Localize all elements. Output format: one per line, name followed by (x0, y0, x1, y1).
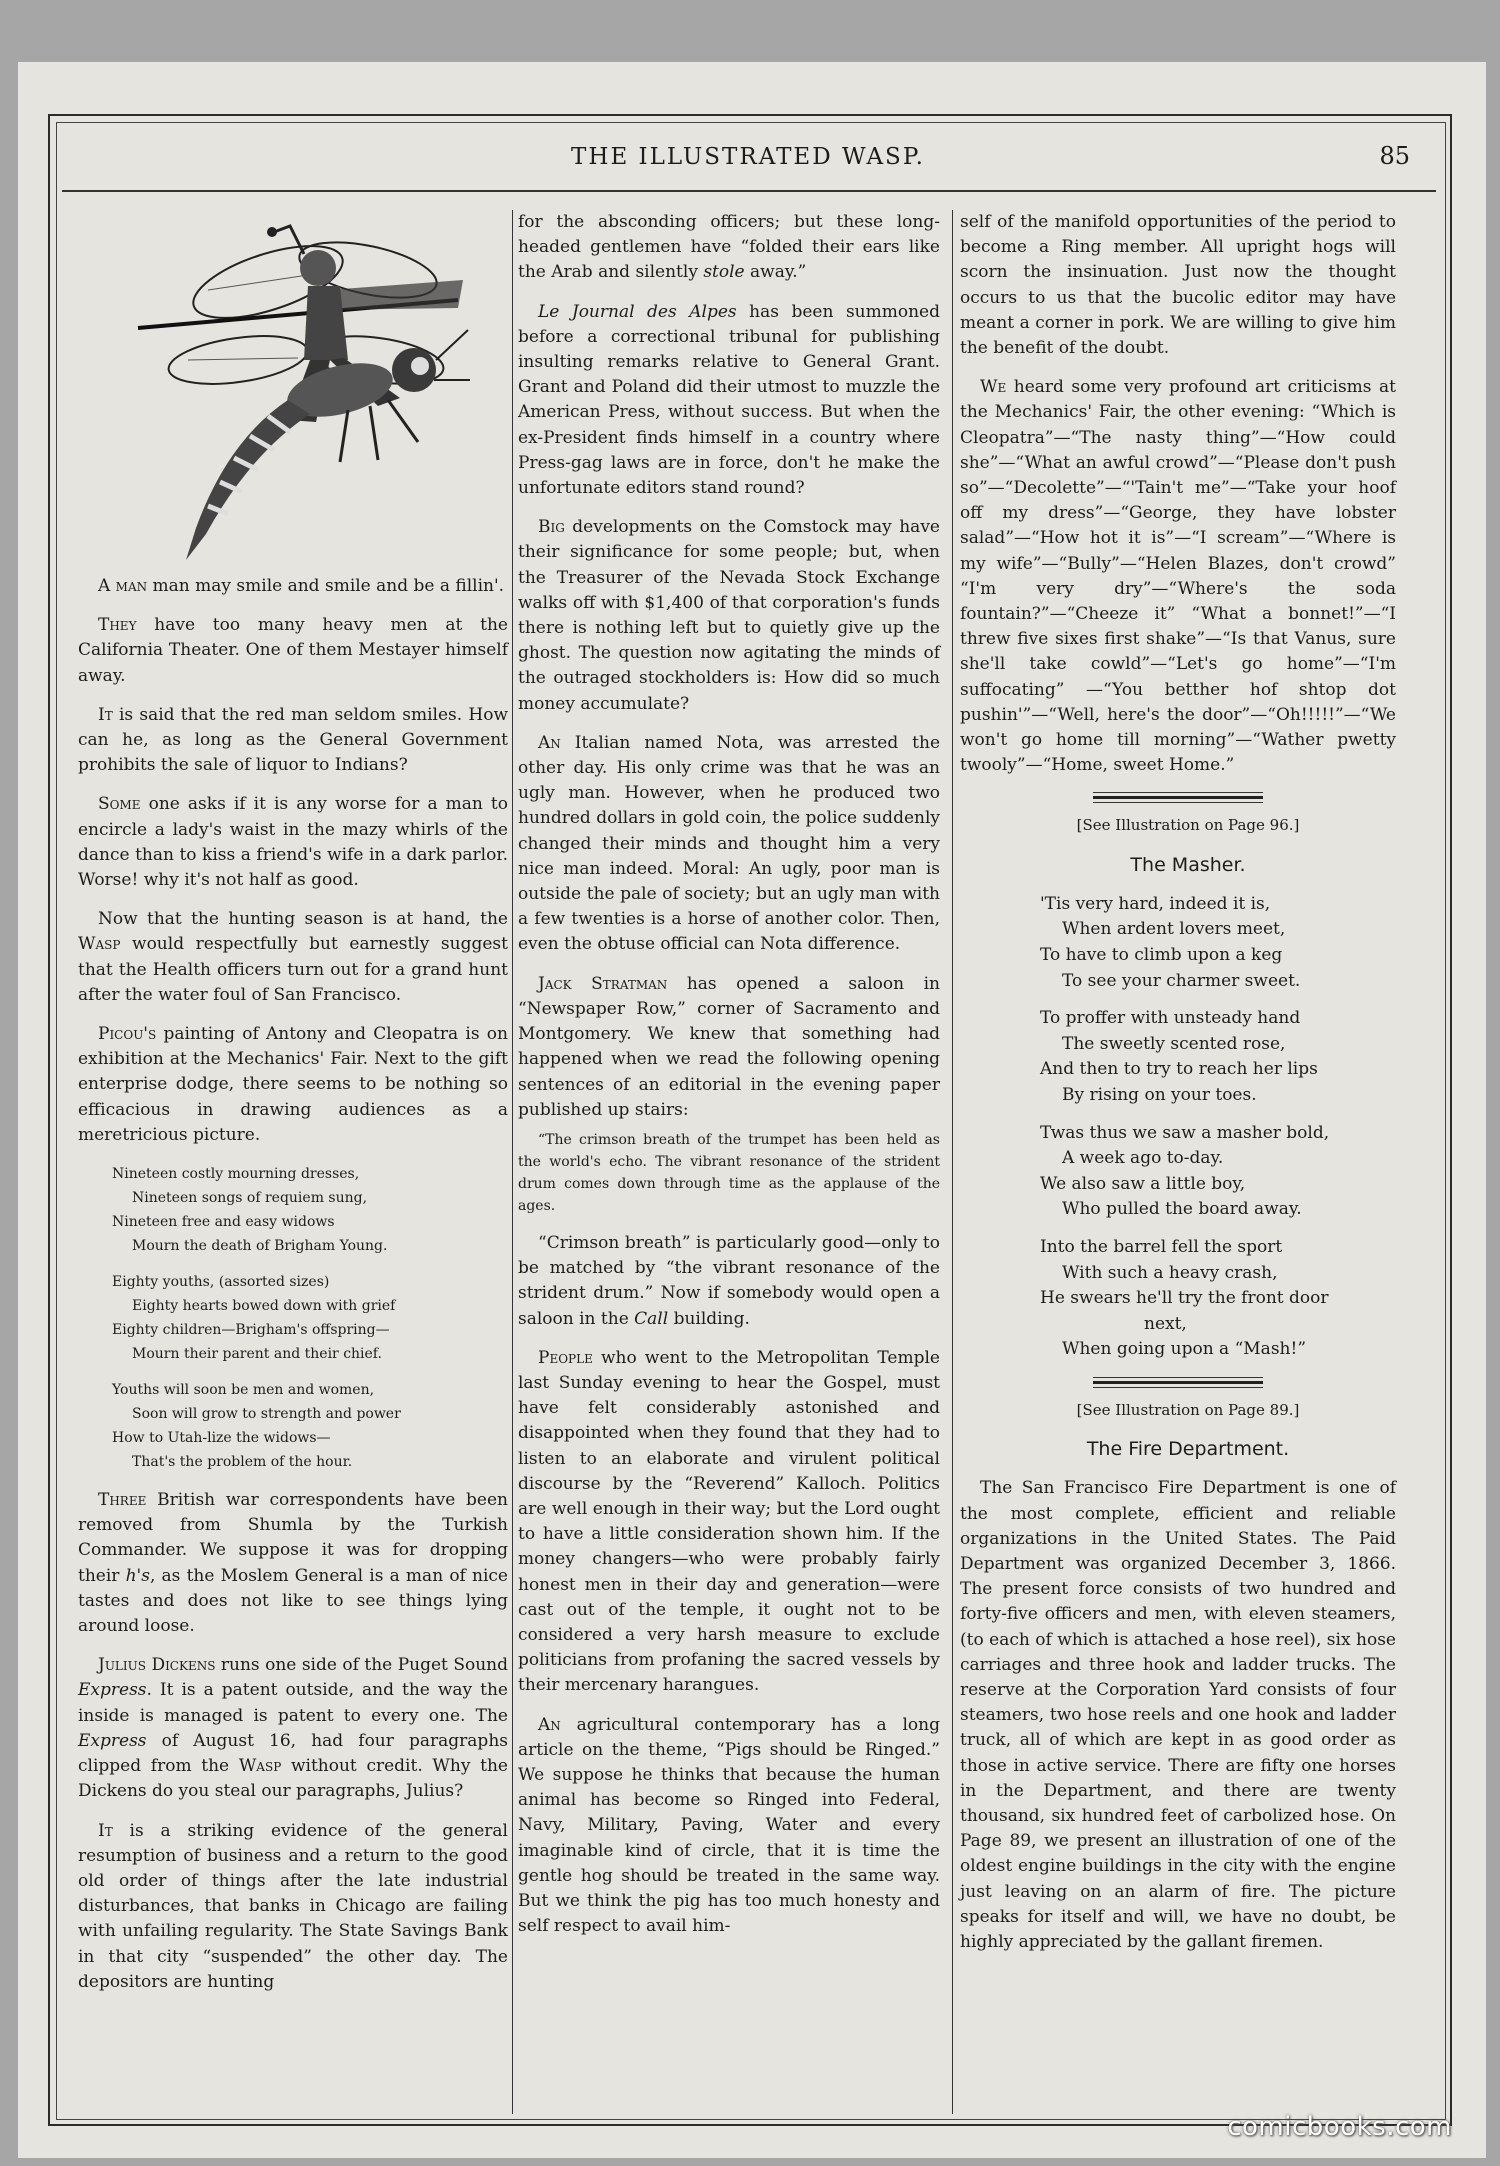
paragraph: We heard some very profound art criticisms at the Mechanics' Fair, the other evening: “Which is Cleopatra”—“The nasty thing”—“How could she”—“What an awful crowd”—“Please don't push so”—“Decolette”—“'Tain't me”—“Take your hoof off my dress”—“George, they have lobster salad”—“How hot it is”—“I scream”—“Where is my wife”—“Bully”—“Helen Blazes, don't crowd” “I'm very dry”—“Where's the soda fountain?”—“Cheeze it” “What a bonnet!”—“I threw five sixes first shake”—“Is that Vanus, sure she'll take cowld”—“Let's go home”—“I'm suffocating” —“You betther hof shtop dot pushin'”—“Well, here's the door”—“Oh!!!!!”—“We won't go home till morning”—“Wather pwetty twooly”—“Home, sweet Home.” (960, 377, 1396, 776)
column-divider-2 (952, 210, 953, 2114)
illustration-reference: [See Illustration on Page 89.] (1076, 1400, 1300, 1419)
paragraph: Now that the hunting season is at hand, the Wasp would respectfully but earnestly suggest that the Health officers turn out for a grand hunt after the water foul of San Francisco. (78, 909, 508, 1005)
paragraph: The San Francisco Fire Department is one of the most complete, efficient and reliable organizations in the United States. The Paid Department was organized December 3, 1866. The present force consists of two hundred and forty-five officers and men, with eleven steamers, (to each of which is attached a hose reel), six hose carriages and three hook and ladder trucks. The reserve at the Corporation Yard consists of four steamers, two hose reels and one hook and ladder truck, all of which are kept in as good order as those in active service. There are fifty one horses in the Department, and there are twenty thousand, six hundred feet of carbolized hose. On Page 89, we present an illustration of one of the oldest engine buildings in the city with the engine just leaving on an alarm of fire. The picture speaks for itself and will, we have no doubt, be highly appreciated by the gallant firemen. (960, 1478, 1396, 1953)
paragraph: Picou's painting of Antony and Cleopatra is on exhibition at the Mechanics' Fair. Next to the gift enterprise dodge, there seems to be nothing so efficacious in drawing audiences as a meretricious picture. (78, 1024, 508, 1145)
illustration-reference: [See Illustration on Page 96.] (1076, 816, 1300, 835)
paragraph: A man man may smile and smile and be a fillin'. (98, 576, 505, 596)
column-2 (518, 210, 940, 1953)
section-heading: The Masher. (1130, 853, 1246, 876)
header-rule (62, 190, 1436, 192)
editorial-quote: “The crimson breath of the trumpet has been held as the world's echo. The vibrant resonance of the strident drum comes down through time as the applause of the ages. (518, 1131, 940, 1214)
paragraph: An agricultural contemporary has a long article on the theme, “Pigs should be Ringed.” We suppose he thinks that because the human animal has become so Ringed into Federal, Navy, Military, Paving, Water and every imaginable kind of circle, that it is time the gentle hog should be treated in the same way. But we think the pig has too much honesty and self respect to avail him- (518, 1714, 940, 1937)
paragraph: for the absconding officers; but these long-headed gentlemen have “folded their ears like the Arab and silently stole away.” (518, 212, 940, 283)
masher-poem: 'Tis very hard, indeed it is, When ardent lovers meet, To have to climb upon a keg To see your charmer sweet. To proffer with unsteady hand The sweetly scented rose, And then to try to reach her lips By rising on your toes. Twas thus we saw a masher bold, A week ago to-day. We also saw a little boy, Who pulled the board away. Into the barrel fell the sport With such a heavy crash, He swears he'll try the front door next, When going upon a “Mash!” (1040, 893, 1330, 1360)
paragraph: People who went to the Metropolitan Temple last Sunday evening to hear the Gospel, must have felt considerably astonished and disappointed when they found that they had to listen to an elaborate and virulent political discourse by the “Reverend” Kalloch. Politics are well enough in their way; but the Lord ought to have a little consideration shown him. If the money changers—who were probably fairly honest men in their day and generation—were cast out of the temple, it ought not to be considered a very harsh measure to exclude politicians from profaning the sacred vessels by their mercenary harangues. (518, 1347, 940, 1696)
newspaper-page (18, 62, 1486, 2158)
paragraph: self of the manifold opportunities of the period to become a Ring member. All upright hogs will scorn the insinuation. Just now the thought occurs to us that the bucolic editor may have meant a corner in pork. We are willing to give him the benefit of the doubt. (960, 212, 1396, 359)
paragraph: Julius Dickens runs one side of the Puget Sound Express. It is a patent outside, and the way the inside is managed is patent to every one. The Express of August 16, had four paragraphs clipped from the Wasp without credit. Why the Dickens do you steal our paragraphs, Julius? (78, 1655, 508, 1802)
paragraph: It is a striking evidence of the general resumption of business and a return to the good old order of things after the late industrial disturbances, that banks in Chicago are failing with unfailing regularity. The State Savings Bank in that city “suspended” the other day. The depositors are hunting (78, 1820, 508, 1992)
brigham-young-poem: Nineteen costly mourning dresses, Nineteen songs of requiem sung, Nineteen free and easy widows Mourn the death of Brigham Young. Eighty youths, (assorted sizes) Eighty hearts bowed down with grief Eighty children—Brigham's offspring— Mourn their parent and their chief. Youths will soon be men and women, Soon will grow to strength and power How to Utah-lize the widows— That's the problem of the hour. (112, 1166, 401, 1471)
section-rule (1093, 1377, 1263, 1388)
paragraph: They have too many heavy men at the California Theater. One of them Mestayer himself away. (78, 615, 508, 686)
column-1 (78, 210, 508, 2009)
paragraph: Three British war correspondents have been removed from Shumla by the Turkish Commander. We suppose it was for dropping their h's, as the Moslem General is a man of nice tastes and does not like to see things lying around loose. (78, 1490, 508, 1637)
column-3 (960, 210, 1396, 1969)
column-divider-1 (512, 210, 513, 2114)
section-heading: The Fire Department. (1086, 1438, 1290, 1461)
paragraph: “Crimson breath” is particularly good—only to be matched by “the vibrant resonance of the strident drum.” Now if somebody would open a saloon in the Call building. (518, 1232, 940, 1329)
paragraph: It is said that the red man seldom smiles. How can he, as long as the General Government prohibits the sale of liquor to Indians? (78, 704, 508, 776)
gnome-riding-wasp-with-pen-illustration (78, 210, 508, 574)
paragraph: Big developments on the Comstock may have their significance for some people; but, when the Treasurer of the Nevada Stock Exchange walks off with $1,400 of that corporation's funds there is nothing left but to quietly give up the ghost. The question now agitating the minds of the outraged stockholders is: How did so much money accumulate? (518, 517, 940, 714)
page-header (58, 138, 1438, 178)
paragraph: An Italian named Nota, was arrested the other day. His only crime was that he was an ugly man. However, when he produced two hundred dollars in gold coin, the police suddenly changed their minds and thought him a very nice man indeed. Moral: An ugly, poor man is outside the pale of society; but an ugly man with a few twenties is a horse of another color. Then, even the obtuse official can Nota difference. (518, 732, 940, 955)
paragraph: Le Journal des Alpes has been summoned before a correctional tribunal for publishing insulting remarks relative to General Grant. Grant and Poland did their utmost to muzzle the American Press, without success. But when the ex-President finds himself in a country where Press-gag laws are in force, don't he make the unfortunate editors stand round? (518, 301, 940, 499)
masthead-title: THE ILLUSTRATED WASP. (571, 144, 925, 170)
section-rule (1093, 792, 1263, 803)
watermark: comicbooks.com (1227, 2112, 1452, 2142)
paragraph: Some one asks if it is any worse for a man to encircle a lady's waist in the mazy whirls of the dance than to kiss a friend's wife in a dark parlor. Worse! why it's not half as good. (78, 794, 508, 891)
page-number: 85 (1379, 142, 1410, 170)
paragraph: Jack Stratman has opened a saloon in “Newspaper Row,” corner of Sacramento and Montgomery. We knew that something had happened when we read the following opening sentences of an editorial in the evening paper published up stairs: (518, 973, 940, 1120)
